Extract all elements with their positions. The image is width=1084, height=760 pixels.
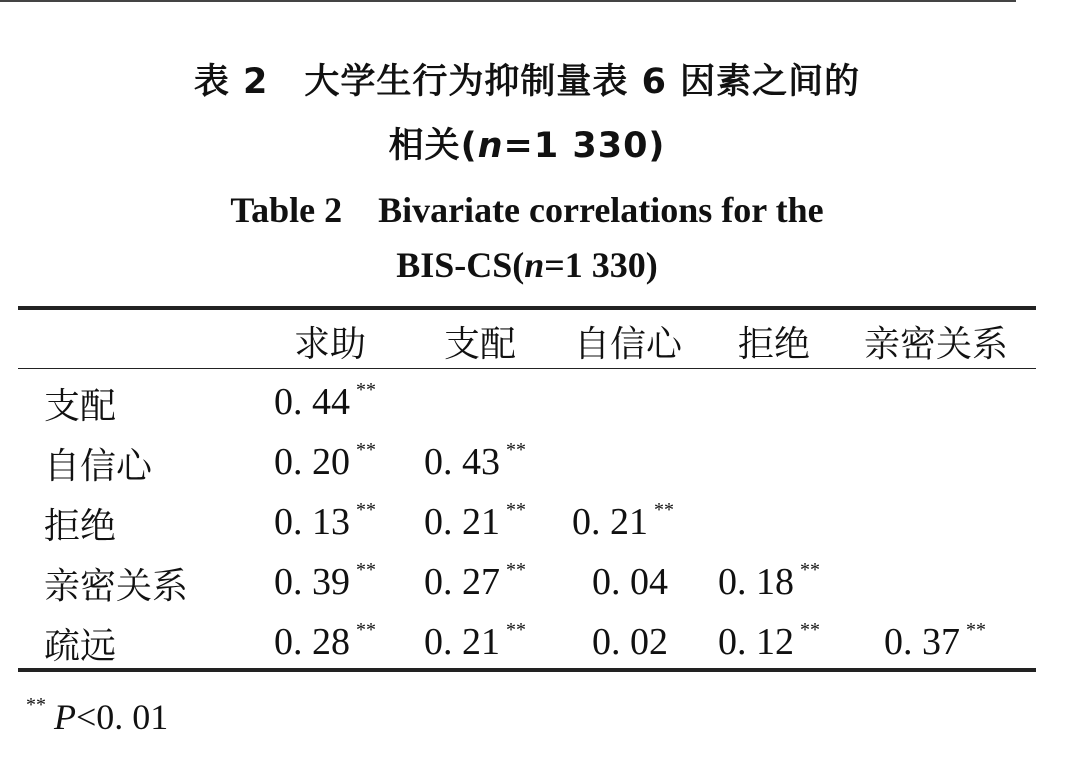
title-zh-line1: 表 2 大学生行为抑制量表 6 因素之间的 [193,62,861,102]
column-header: 支配 [444,324,517,365]
significance-mark: ** [800,619,820,641]
table-cell [424,560,526,604]
significance-mark: ** [356,499,376,521]
cell-value: 0. 04 [592,561,668,603]
significance-mark: ** [506,499,526,521]
row-label: 疏远 [44,626,117,667]
footnote-rest: <0. 01 [76,697,169,737]
title-en-line2 [0,244,1054,286]
cell-value: 0. 21 [424,621,500,663]
table-cell [424,440,526,484]
footnote [26,696,168,738]
significance-mark: ** [966,619,986,641]
column-header: 自信心 [574,324,683,365]
cell-value: 0. 28 [274,621,350,663]
table-top-rule [18,306,1036,310]
cell-value: 0. 27 [424,561,500,603]
table-cell [274,380,376,424]
table-cell [424,620,526,664]
title-en-line2-prefix: BIS-CS( [396,245,525,285]
table-cell [274,560,376,604]
row-label: 支配 [44,386,117,427]
row-label: 自信心 [44,446,153,487]
cell-value: 0. 21 [572,501,648,543]
significance-mark: ** [654,499,674,521]
table-cell [592,620,668,664]
page-top-rule [0,0,1016,2]
title-zh-line2-prefix: 相关( [388,126,478,166]
row-label: 拒绝 [44,506,117,547]
column-header: 拒绝 [738,324,811,365]
table-bottom-rule [18,668,1036,672]
cell-value: 0. 43 [424,441,500,483]
table-cell [274,440,376,484]
significance-mark: ** [356,559,376,581]
significance-mark: ** [356,439,376,461]
table-cell [718,560,820,604]
cell-value: 0. 37 [884,621,960,663]
cell-value: 0. 02 [592,621,668,663]
cell-value: 0. 39 [274,561,350,603]
title-en-line1: Table 2 Bivariate correlations for the [230,190,824,230]
table-cell [572,500,674,544]
title-zh-n: n [477,126,504,166]
table-cell [592,560,668,604]
significance-mark: ** [506,619,526,641]
table-cell [718,620,820,664]
cell-value: 0. 20 [274,441,350,483]
footnote-p: P [54,697,76,737]
significance-mark: ** [506,439,526,461]
significance-mark: ** [356,379,376,401]
cell-value: 0. 18 [718,561,794,603]
table-cell [274,620,376,664]
title-en-line2-suffix: =1 330) [544,245,658,285]
table-header-rule [18,368,1036,369]
cell-value: 0. 21 [424,501,500,543]
significance-mark: ** [356,619,376,641]
table-cell [274,500,376,544]
title-en-n: n [524,245,545,285]
title-zh-line2 [0,118,1054,168]
significance-mark: ** [800,559,820,581]
cell-value: 0. 12 [718,621,794,663]
table-cell [884,620,986,664]
cell-value: 0. 44 [274,381,350,423]
cell-value: 0. 13 [274,501,350,543]
table-cell [424,500,526,544]
row-label: 亲密关系 [44,566,189,607]
significance-mark: ** [506,559,526,581]
column-header: 亲密关系 [864,324,1009,365]
footnote-mark: ** [26,694,46,716]
column-header: 求助 [294,324,367,365]
title-zh-line2-suffix: =1 330) [503,126,666,166]
